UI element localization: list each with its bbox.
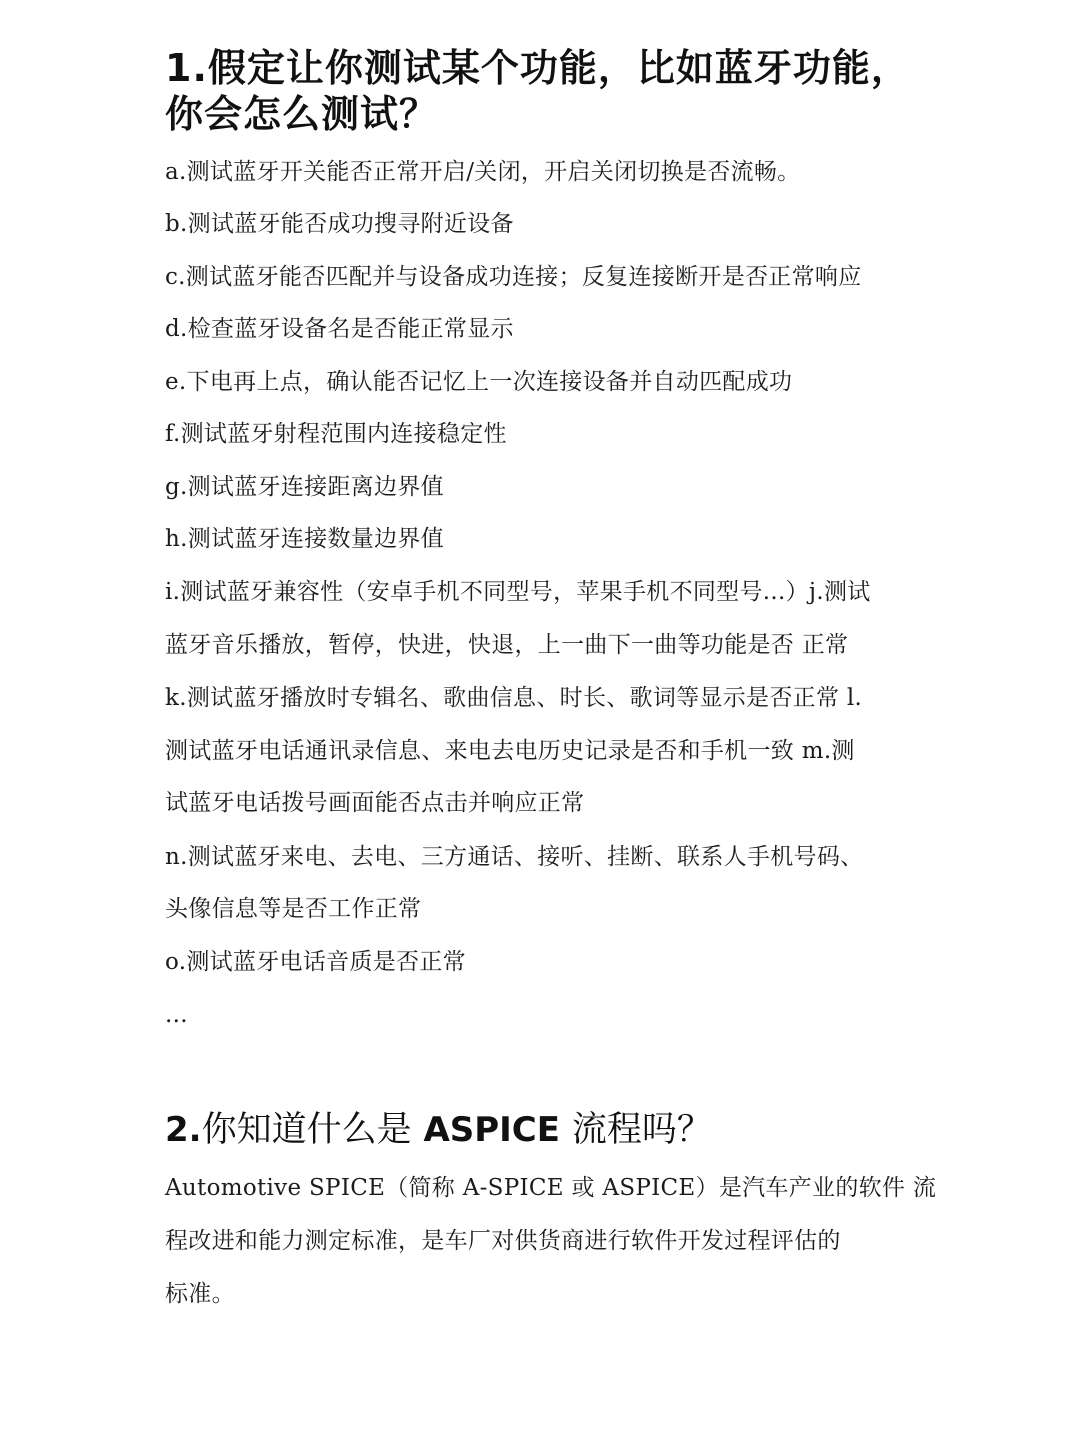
answer-1-line: 测试蓝牙电话通讯录信息、来电去电历史记录是否和手机一致 m.测: [165, 738, 855, 764]
answer-1-line: a.测试蓝牙开关能否正常开启/关闭，开启关闭切换是否流畅。: [165, 159, 801, 185]
answer-1-ellipsis: ...: [165, 1002, 188, 1028]
answer-1-line: 试蓝牙电话拨号画面能否点击并响应正常: [165, 790, 585, 816]
question-2-title-part-2: 流程吗？: [571, 1110, 712, 1150]
answer-2-line: Automotive SPICE（简称 A-SPICE 或 ASPICE）是汽车产业的软件 流: [165, 1175, 937, 1201]
answer-1-line: g.测试蓝牙连接距离边界值: [165, 474, 444, 500]
answer-1-line: e.下电再上点，确认能否记忆上一次连接设备并自动匹配成功: [165, 369, 793, 395]
question-2-title-part-1: 你知道什么是: [201, 1110, 412, 1150]
answer-1-line: k.测试蓝牙播放时专辑名、歌曲信息、时长、歌词等显示是否正常 l.: [165, 685, 863, 711]
answer-1-line: b.测试蓝牙能否成功搜寻附近设备: [165, 211, 514, 237]
question-2-title: [165, 1104, 712, 1156]
answer-1-line: 头像信息等是否工作正常: [165, 896, 422, 922]
answer-1-line: n.测试蓝牙来电、去电、三方通话、接听、挂断、联系人手机号码、: [165, 844, 864, 870]
question-1-title-line-1: 1.假定让你测试某个功能，比如蓝牙功能，: [165, 46, 910, 90]
question-2-number: 2.: [165, 1110, 202, 1150]
answer-1-line: h.测试蓝牙连接数量边界值: [165, 526, 445, 552]
answer-1-line: f.测试蓝牙射程范围内连接稳定性: [165, 421, 507, 447]
answer-1-line: i.测试蓝牙兼容性（安卓手机不同型号，苹果手机不同型号...）j.测试: [165, 579, 871, 605]
question-2-title-term: ASPICE: [423, 1110, 560, 1150]
answer-1-line: 蓝牙音乐播放，暂停，快进，快退，上一曲下一曲等功能是否 正常: [165, 632, 849, 658]
answer-1-line: c.测试蓝牙能否匹配并与设备成功连接；反复连接断开是否正常响应: [165, 264, 862, 290]
question-1-title-line-2: 你会怎么测试？: [165, 92, 439, 136]
answer-1-line: o.测试蓝牙电话音质是否正常: [165, 949, 466, 975]
answer-2-line: 程改进和能力测定标准，是车厂对供货商进行软件开发过程评估的: [165, 1228, 841, 1254]
answer-1-line: d.检查蓝牙设备名是否能正常显示: [165, 316, 514, 342]
answer-2-line: 标准。: [165, 1281, 235, 1307]
